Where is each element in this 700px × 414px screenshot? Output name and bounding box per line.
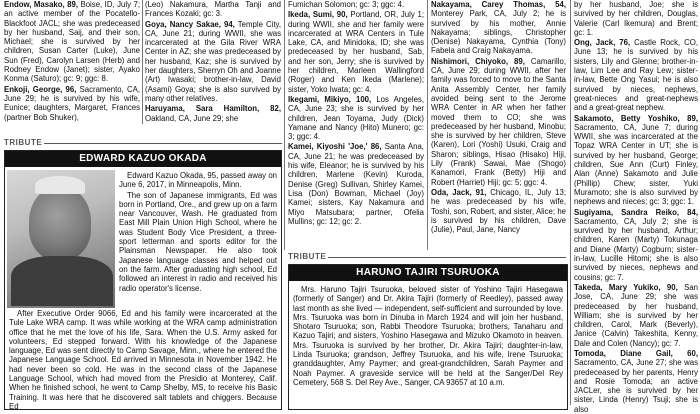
obituary-cont-solomon: Fumichan Solomon; gc: 3; ggc: 4. <box>288 0 405 9</box>
obituary-ong: Ong, Jack, 76, Castle Rock, CO, June 13; he is survived by his sisters, Lily and Glenne; brother-in-law, Lim Lee and Ray Lew; sister-in-law, Bette Ong Yasui; he is also survived by nieces, nephews, great-nieces and great-nephews and a great-great nephew. <box>574 38 698 113</box>
tribute-okada-paragraph-3: After Executive Order 9066, Ed and his family were incarcerated at the Tule Lake WRA camp. It was while working at the WRA camp administration office that he met the love of his life, Sara. When the U.S. Army asked for volunteers, Ed stepped forward. With his knowledge of the Japanese language, Ed was sent directly to Camp Savage, Minn., where he entered the Japanese Language School. Ed arrived in Minnesota in November 1942. He had never been so cold. He was in the second class of the Japanese Language School, which had moved from the Presidio at Monterey, Calif. When he finished school, he went to Camp Shelby, MS, to receive his Basic Training. It was here that he discovered salt tablets and chiggers. Because Ed <box>9 309 277 411</box>
tribute-tsuruoka-heading: HARUNO TAJIRI TSURUOKA <box>289 265 567 281</box>
tribute-label: TRIBUTE <box>4 138 43 147</box>
obituary-enkoji: Enkoji, George, 96, Sacramento, CA, June 29; he is survived by his wife, Eunice; daughters, Margaret, Frances (partner Bob Shuker), <box>4 84 140 122</box>
obituary-column-3 <box>288 0 424 250</box>
obituary-ikeda: Ikeda, Sumi, 90, Portland, OR, July 1; during WWII, she and her family were incarcerated at WRA Centers in Tule Lake, CA, and Minidoka, ID; she was predeceased by her husband, Sab, and her son, Jerry; she is survived by her children, Marleen Wallingford (Roger) and Ken Ikeda (Marlene); sister, Yoko Iwata; gc: 4. <box>288 10 424 94</box>
obituary-oda: Oda, Jack, 91, Chicago, IL, July 13; he was predeceased by his wife, Toshi, son, Robert, and sister, Alice; he is survived by his children, Dave (Julie), Paul, Jane, Nancy <box>431 187 566 235</box>
tribute-tsuruoka-text <box>293 285 563 409</box>
column-divider <box>427 0 428 250</box>
column-divider <box>142 0 143 124</box>
obituary-nishimori: Nishimori, Chiyoko, 89, Camarillo, CA, June 29; during WWII, after her family was forced to move to the Santa Anita Assembly Center, her family avoided being sent to the Jerome WRA Center in AR when her father moved them to CO; she was predeceased by her husband, Minobu; she is survived by her children, Steve (Karen), Lori (Yoshi) Usuki, Craig and Sharon; siblings, Hisao (Hisako) Hiji, Lily (Frank) Sawai, Mae (Shogo) Kanamori, Frank (Betty) Hiji and Robert (Harriet) Hiji; gc: 5; ggc: 4. <box>431 56 566 187</box>
tribute-label: TRIBUTE <box>288 252 327 261</box>
tribute-okada <box>4 150 282 410</box>
obituary-column-5 <box>574 0 699 414</box>
obituary-sakamoto: Sakamoto, Betty Yoshiko, 89, Sacramento, CA, June 7; during WWII, she was incarcerated at the Topaz WRA Center in UT; she is survived by her husband, George; children, Sue Ann (Curt) Finley, Alan (Anne) Sakamoto and Julie (Phillip) Chew; sister, Yuki Muramoto; she is also survived by nephews and nieces; gc: 3; ggc: 1. <box>574 113 698 207</box>
tribute-tsuruoka-paragraph-1: Mrs. Haruno Tajiri Tsuruoka, beloved sister of Yoshino Tajiri Hasegawa (formerly of Sanger) and Dr. Akira Tajiri (formerly of Reedley), passed away last month as she lived — independent, self-sufficient and surrounded by love. Mrs. Tsuruoka was born in Dinuba in March 1924 and will join her husband, Shotaro Tsuruoka; son, Rabbi Theodore Tsuruoka; brothers, Tanaharu and Kazuo Tajiri; and sisters, Yoshino Hasegawa and Mizuko Okamoto in heaven. Mrs. Tsuruoka is survived by her brother, Dr. Akira Tajiri; daughter-in-law, Linda Tsuruoka; grandson, Jeffrey Tsuruoka, and his wife, Irene Tsuruoka; granddaughter, Amy Paymer; and great-grandchildren, Sarah Paymer and Noah Paymer. A graveside service will be held at the Sanger/Del Rey Cemetery, 568 S. Del Rey Ave., Sanger, CA 93657 at 10 a.m. <box>293 285 563 387</box>
tribute-okada-text-full <box>9 309 277 411</box>
portrait-face <box>29 186 91 260</box>
obituary-nakayama: Nakayama, Carey Thomas, 54, Monterey Park, CA, July 2; he is survived by his mother, Annie Nakayama; siblings, Christopher (Denise) Nakayama, Cynthia (Tony) Fabela and Craig Nakayama. <box>431 0 566 56</box>
obituary-haruyama: Haruyama, Sara Hamilton, 82, Oakland, CA, June 29; she <box>145 104 281 123</box>
obituary-sugiyama: Sugiyama, Sandra Reiko, 84, Sacramento, CA, July 2; she is survived by her husband, Arthur; children, Karen (Marty) Tokunaga and Diane (Marty) Cogburn; sister-in-law, Lucille Hitomi; she is also survived by nieces, nephews and cousins; gc: 7. <box>574 207 698 282</box>
obituary-cont-ikemura: by her husband, Joe; she is survived by her children, Douglas, Valerie (Carl Ikemura) and Brent; gc: 1. <box>574 0 698 37</box>
portrait-cap <box>35 176 85 194</box>
obituary-column-1 <box>4 0 140 124</box>
obituary-ikegami: Ikegami, Mikiyo, 100, Los Angeles, CA, June 23; she is survived by her children, Jean Toyama, Judy (Dick) Yamane and Nancy (Hito) Munero; gc: 3; ggc: 4. <box>288 94 424 142</box>
obituary-goya: Goya, Nancy Sakae, 94, Temple City, CA, June 21; during WWII, she was incarcerated at the Gila River WRA Center in AZ; she was predeceased by her husband, Kaz; she is survived by her daughters, Sherryn Oh and Joanne (Art) Iwasaki; brother-in-law, David (Asami) Goya; she is also survived by many other relatives. <box>145 19 281 103</box>
tribute-okada-text-side <box>119 171 277 308</box>
obituary-column-2 <box>145 0 281 124</box>
tribute-rule <box>44 143 282 144</box>
obituary-endow: Endow, Masako, 89, Boise, ID, July 7; an active member of the Pocatello-Blackfoot JACL; she was predeceased by her husband, Saij, and their son, Michael; she is survived by her children, Susan Carter (Luke), June Sun (Fred), Carolyn Larsen (Herb) and Rodney Endow (Janet); sister, Ayako Konma (Saturo); gc: 9; ggc: 8. <box>4 0 140 84</box>
column-divider <box>284 0 285 250</box>
portrait-shoulders <box>11 256 113 306</box>
column-divider <box>570 0 571 405</box>
obituary-tomoda: Tomoda, Diane Gail, 60, Sacramento, CA, June 27; she was predeceased by her parents, Henry and Rosie Tomoda; an active JACLer, she is survived by her sister, Linda (Henry) Tsuji; she is also <box>574 348 698 414</box>
tribute-tsuruoka <box>288 264 568 410</box>
obituary-cont-nakamura: (Leo) Nakamura, Martha Tanji and Frances Kozaki; gc: 3. <box>145 0 281 19</box>
obituary-takeda: Takeda, Mary Yukiko, 90, San Jose, CA, June 29; she was predeceased by her husband, William; she is survived by her children, Carol, Mark (Beverly), Janice (Calvin) Takeshita, Kenny, Dale and Colen (Nancy); gc: 7. <box>574 282 699 348</box>
tribute-okada-paragraph-1: Edward Kazuo Okada, 95, passed away on June 6, 2017, in Minneapolis, Minn. <box>119 171 277 190</box>
obituary-column-4 <box>431 0 566 250</box>
tribute-okada-paragraph-2: The son of Japanese immigrants, Ed was born in Portland, Ore., and grew up on a farm near Vancouver, Wash. He graduated from East Mill Plain Union High School, where he was Student Body Vice President, a three-sport letterman and sports editor for the Plainsman Newspaper. He also took Japanese language classes and helped out on the farm. After graduating high school, Ed followed an interest in radio and received his radio operator's license. <box>119 190 277 293</box>
tribute-rule <box>328 257 566 258</box>
tribute-okada-heading: EDWARD KAZUO OKADA <box>5 151 281 167</box>
obituary-kamei: Kamei, Kiyoshi 'Joe,' 86, Santa Ana, CA, June 21; he was predeceased by his wife, Eleanor; he is survived by his children, Marlene (Kevin) Kuroda, Denise (Greg) Sullivan, Shirley Kamei, Lisa (Don) Bowman, Michael (Joy) Kamei; sisters, Kay Nakamura and Miyo Matsubara; partner, Ofelia Mullins; gc: 12; gc: 2. <box>288 142 424 226</box>
portrait-photo-icon <box>7 170 115 308</box>
